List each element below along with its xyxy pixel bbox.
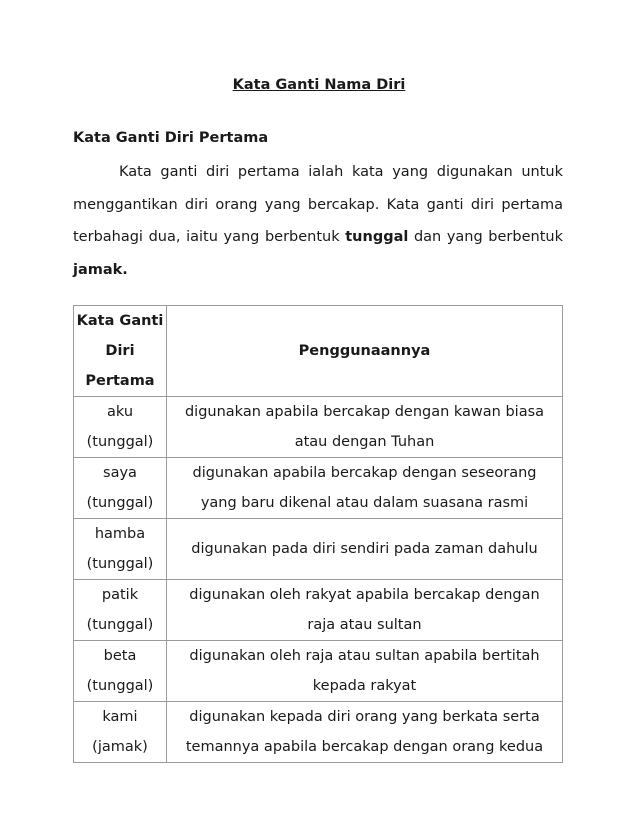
usage-line: temannya apabila bercakap dengan orang kedua — [185, 739, 544, 755]
table-row — [74, 397, 563, 458]
usage-line: digunakan apabila bercakap dengan kawan biasa — [184, 404, 545, 420]
pronoun-table — [73, 305, 563, 763]
table-row — [74, 641, 563, 702]
table-row — [74, 702, 563, 763]
usage-line: digunakan oleh raja atau sultan apabila bertitah — [189, 648, 540, 664]
paragraph-bold-tunggal: tunggal — [345, 229, 409, 245]
table-row — [74, 458, 563, 519]
pronoun-type: (jamak) — [92, 739, 148, 755]
pronoun-word: hamba — [94, 526, 146, 542]
pronoun-type: (tunggal) — [86, 434, 154, 450]
pronoun-type: (tunggal) — [86, 617, 154, 633]
pronoun-type: (tunggal) — [86, 495, 154, 511]
pronoun-cell — [74, 458, 167, 519]
pronoun-cell — [74, 702, 167, 763]
usage-line: digunakan oleh rakyat apabila bercakap dengan — [189, 587, 540, 603]
table-row — [74, 519, 563, 580]
usage-cell — [167, 519, 563, 580]
pronoun-word: kami — [102, 709, 138, 725]
pronoun-cell — [74, 641, 167, 702]
table-row — [74, 580, 563, 641]
header-line: Pertama — [85, 373, 155, 389]
header-line: Diri — [105, 343, 135, 359]
usage-line: yang baru dikenal atau dalam suasana rasmi — [200, 495, 529, 511]
usage-line: digunakan kepada diri orang yang berkata serta — [189, 709, 540, 725]
table-header-row — [74, 306, 563, 397]
header-usage: Penggunaannya — [167, 306, 563, 397]
pronoun-word: saya — [103, 465, 137, 481]
usage-line: kepada rakyat — [312, 678, 417, 694]
pronoun-type: (tunggal) — [86, 678, 154, 694]
pronoun-word: beta — [103, 648, 137, 664]
pronoun-cell — [74, 580, 167, 641]
page-title: Kata Ganti Nama Diri — [232, 77, 406, 93]
paragraph-text: Kata ganti diri pertama ialah kata yang digunakan untuk menggantikan diri orang yang bercakap. Kata ganti diri pertama terbahagi dua, iaitu yang berbentuk — [73, 164, 563, 245]
pronoun-type: (tunggal) — [86, 556, 154, 572]
usage-cell — [167, 580, 563, 641]
pronoun-cell — [74, 397, 167, 458]
paragraph-bold-jamak: jamak. — [73, 261, 128, 278]
section-heading: Kata Ganti Diri Pertama — [73, 130, 269, 146]
pronoun-cell — [74, 519, 167, 580]
pronoun-word: patik — [101, 587, 139, 603]
header-line: Kata Ganti — [76, 313, 164, 329]
usage-line: digunakan apabila bercakap dengan seseorang — [192, 465, 537, 481]
usage-line: digunakan pada diri sendiri pada zaman dahulu — [191, 541, 538, 557]
usage-cell — [167, 458, 563, 519]
intro-paragraph — [73, 156, 563, 286]
paragraph-text: dan yang berbentuk — [408, 229, 563, 245]
header-pronoun — [74, 306, 167, 397]
usage-cell — [167, 397, 563, 458]
usage-line: atau dengan Tuhan — [294, 434, 435, 450]
usage-line: raja atau sultan — [307, 617, 422, 633]
pronoun-word: aku — [106, 404, 134, 420]
usage-cell — [167, 641, 563, 702]
usage-cell — [167, 702, 563, 763]
